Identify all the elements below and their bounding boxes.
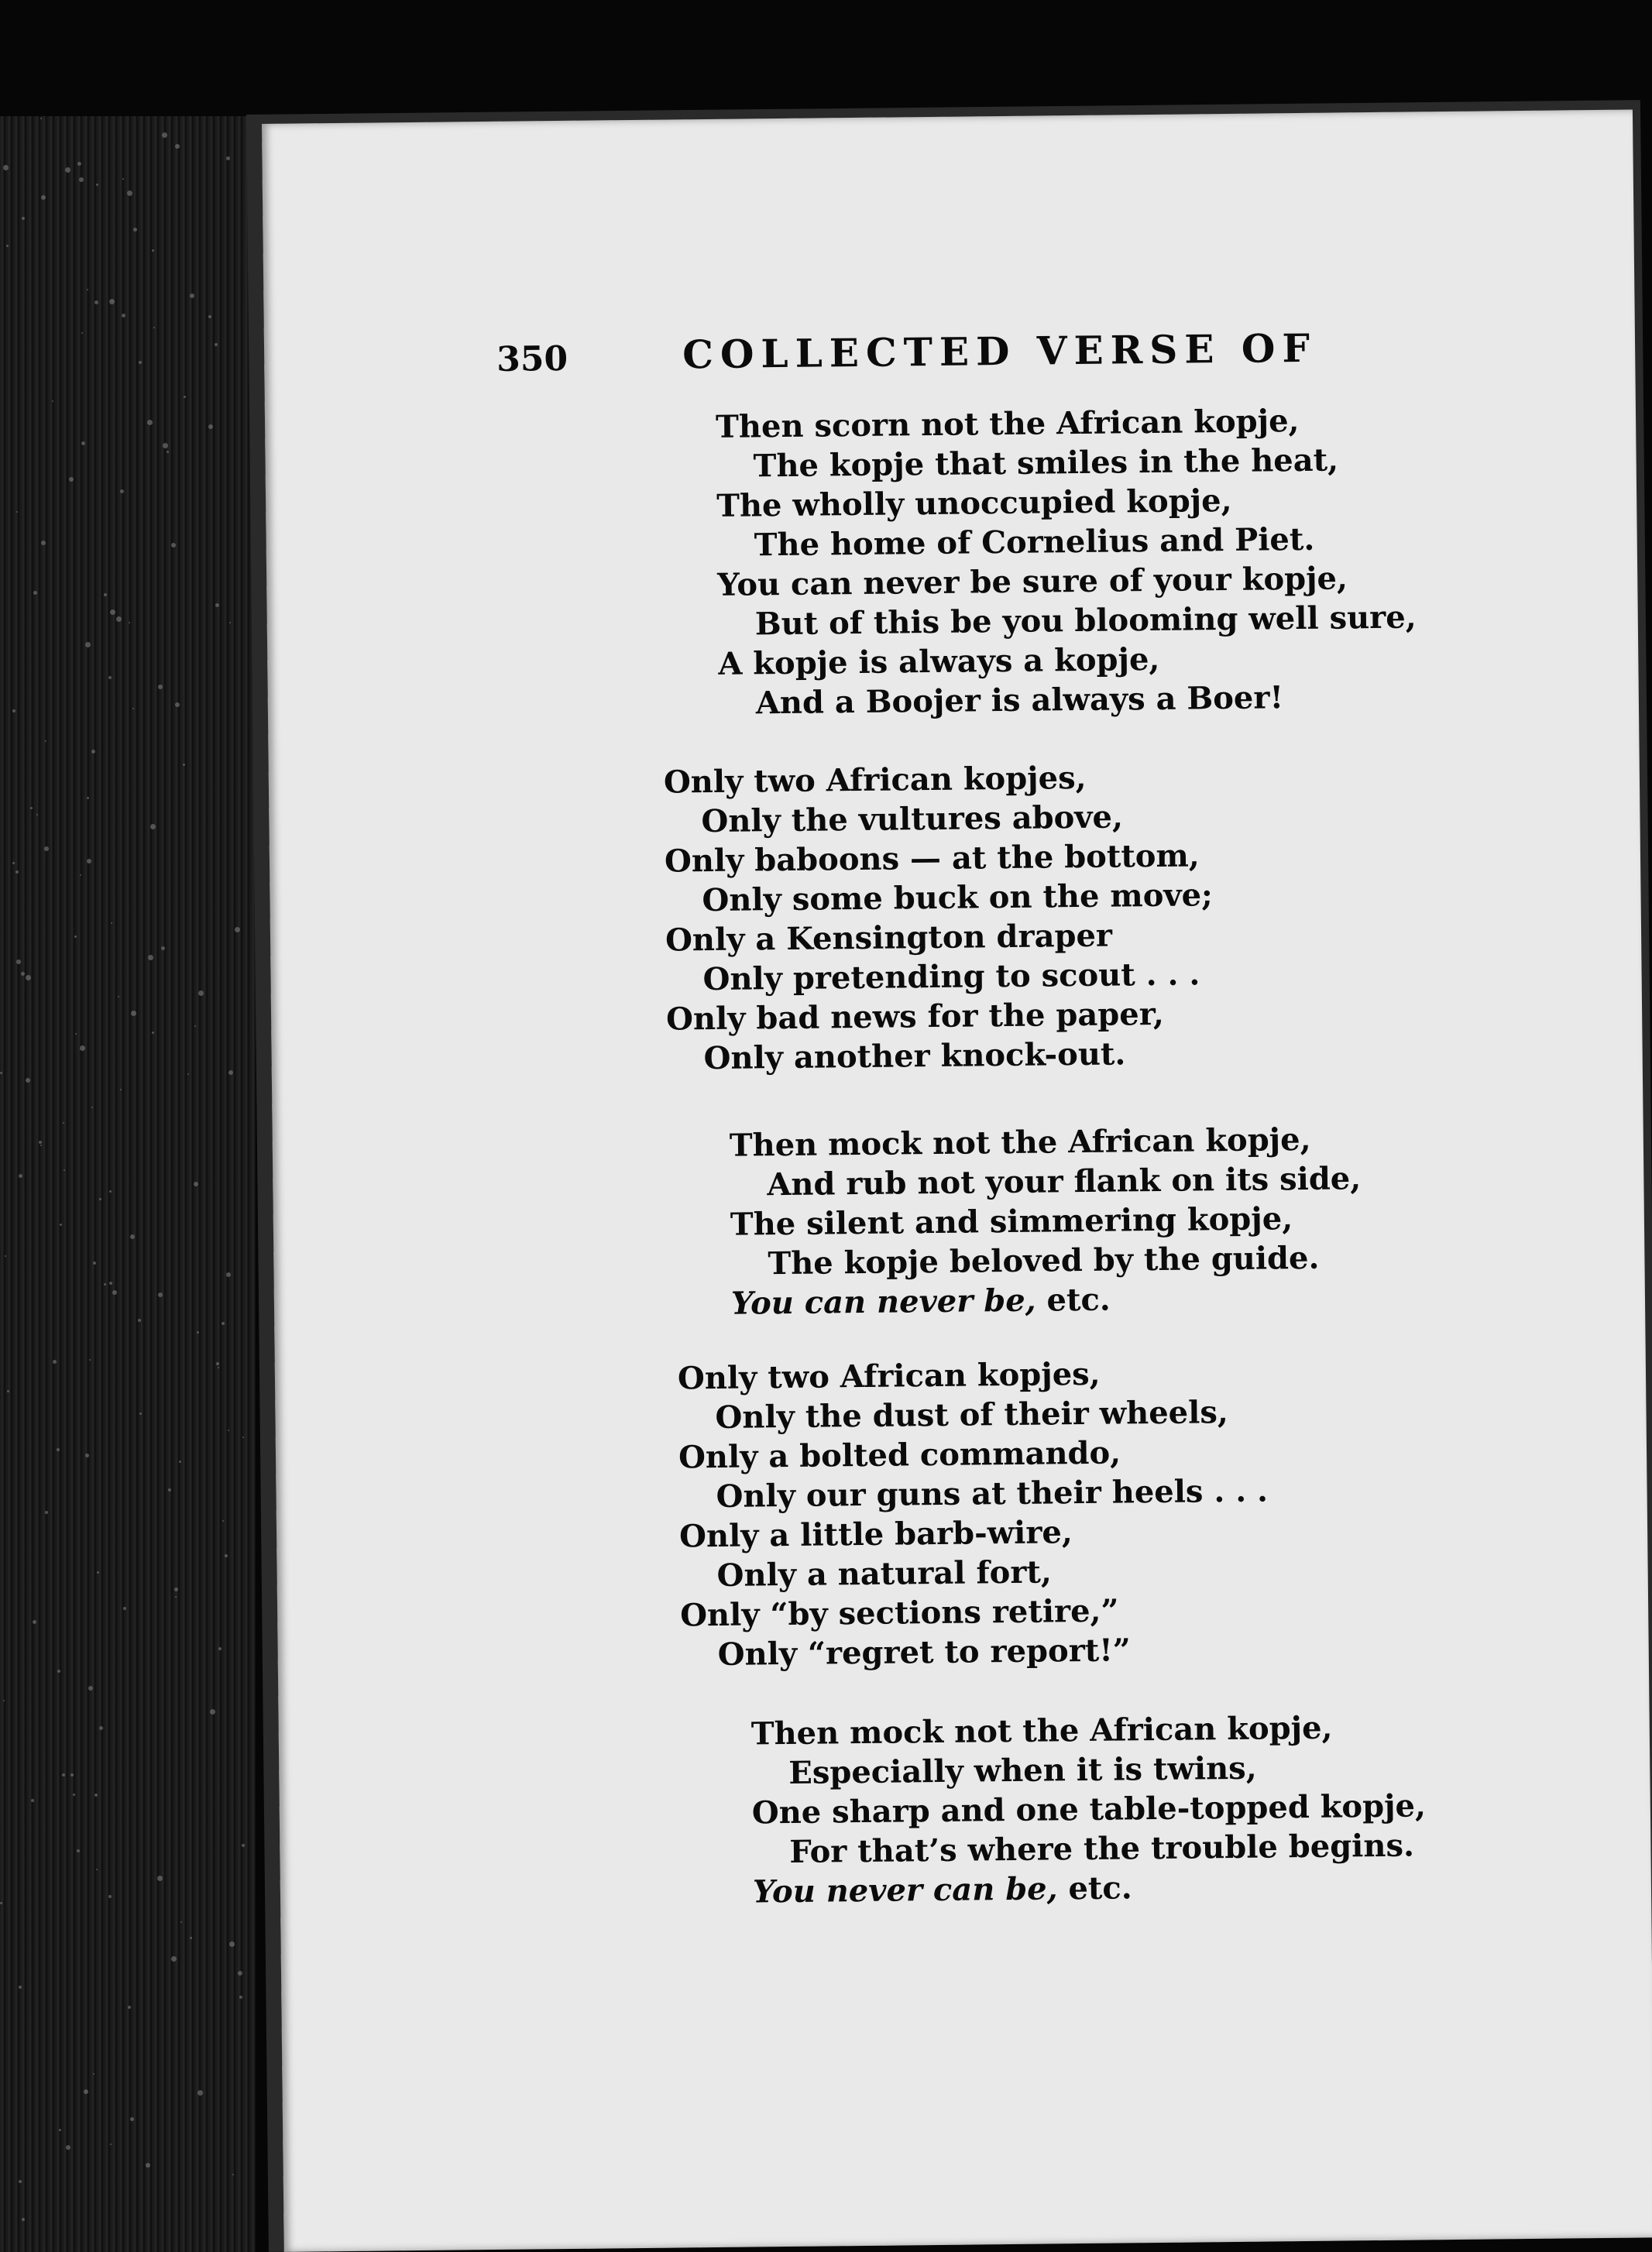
verse-line: You can never be sure of your kopje, [717, 560, 1348, 603]
edge-speck [139, 1413, 142, 1415]
edge-speck [127, 191, 132, 196]
verse-line: Then mock not the African kopje, [729, 1121, 1311, 1164]
edge-speck [148, 955, 153, 960]
edge-speck [41, 541, 46, 545]
edge-speck [180, 1921, 182, 1923]
edge-speck [0, 1902, 2, 1904]
verse-line: Only the vultures above, [701, 798, 1124, 840]
edge-speck [85, 642, 91, 647]
verse-line: The silent and simmering kopje, [730, 1200, 1293, 1243]
verse-line: Only pretending to scout . . . [702, 956, 1200, 998]
stanza-4 [678, 1353, 1270, 1675]
edge-speck [99, 1726, 103, 1730]
verse-line: Only bad news for the paper, [665, 995, 1165, 1038]
edge-speck [229, 1941, 235, 1947]
edge-speck [75, 1033, 77, 1035]
verse-line: Only the dust of their wheels, [715, 1394, 1229, 1436]
edge-speck [41, 195, 46, 200]
edge-speck [158, 685, 163, 689]
running-head: COLLECTED VERSE OF [682, 324, 1317, 378]
edge-speck [111, 922, 112, 924]
edge-speck [110, 609, 115, 615]
edge-speck [235, 927, 240, 932]
stanza-5 [751, 1707, 1427, 1911]
edge-speck [19, 2180, 22, 2183]
edge-speck [183, 764, 185, 766]
edge-speck [229, 622, 231, 623]
edge-speck [22, 217, 25, 220]
edge-speck [130, 1234, 135, 1239]
edge-speck [87, 859, 91, 863]
edge-speck [96, 184, 98, 186]
verse-line: And a Boojer is always a Boer! [755, 679, 1284, 722]
verse-line: Only our guns at their heels . . . [716, 1472, 1269, 1515]
refrain-etc: etc. [1057, 1869, 1132, 1907]
edge-speck [81, 441, 85, 445]
edge-speck [116, 616, 122, 622]
edge-speck [19, 1174, 22, 1178]
edge-speck [194, 1182, 198, 1186]
verse-line: The wholly unoccupied kopje, [716, 482, 1232, 524]
edge-speck [12, 862, 15, 864]
edge-speck [87, 289, 88, 290]
edge-speck [210, 1709, 215, 1715]
edge-speck [138, 1319, 141, 1322]
edge-speck [26, 975, 31, 980]
edge-speck [184, 396, 186, 398]
edge-speck [36, 814, 38, 815]
edge-speck [167, 451, 169, 453]
edge-speck [99, 1198, 101, 1200]
edge-speck [175, 144, 180, 149]
edge-speck [16, 960, 21, 964]
edge-speck [190, 294, 194, 298]
refrain-line [731, 1277, 1362, 1323]
edge-speck [150, 824, 156, 829]
edge-speck [215, 343, 218, 346]
edge-speck [93, 2073, 94, 2075]
edge-speck [228, 1070, 233, 1075]
edge-speck [52, 400, 53, 402]
edge-speck [31, 1799, 34, 1802]
verse-line: Only a natural fort, [716, 1553, 1053, 1594]
edge-speck [132, 708, 134, 709]
edge-speck [242, 1437, 244, 1438]
edge-speck [30, 807, 33, 809]
edge-speck [197, 1331, 199, 1334]
verse-line: One sharp and one table-topped kopje, [751, 1787, 1427, 1831]
edge-speck [91, 750, 95, 754]
edge-speck [104, 593, 107, 596]
stanza-1 [716, 400, 1417, 723]
edge-speck [238, 1971, 242, 1976]
edge-speck [187, 1073, 189, 1075]
edge-speck [197, 2090, 203, 2096]
edge-speck [109, 1190, 112, 1193]
book-edge [0, 116, 256, 2252]
edge-speck [80, 1045, 85, 1051]
edge-speck [208, 424, 213, 429]
edge-speck [21, 972, 25, 976]
edge-speck [208, 315, 211, 318]
edge-speck [94, 1794, 98, 1797]
edge-speck [122, 314, 125, 318]
edge-speck [40, 118, 42, 119]
edge-speck [131, 1011, 136, 1016]
edge-speck [161, 946, 165, 950]
edge-speck [129, 622, 130, 623]
edge-speck [110, 2144, 112, 2145]
edge-speck [222, 1520, 224, 1522]
edge-speck [84, 2089, 88, 2094]
edge-speck [39, 1141, 42, 1144]
stanza-3 [730, 1119, 1362, 1323]
edge-speck [171, 543, 176, 548]
edge-speck [239, 1996, 242, 1999]
edge-speck [120, 1089, 122, 1090]
edge-speck [122, 178, 124, 180]
edge-speck [79, 177, 84, 182]
verse-line: The home of Cornelius and Piet. [754, 520, 1315, 564]
edge-speck [59, 2129, 61, 2131]
verse-line: Only a bolted commando, [678, 1434, 1121, 1476]
verse-line: Only another knock-out. [703, 1035, 1126, 1077]
edge-speck [130, 2117, 134, 2121]
edge-speck [45, 740, 46, 742]
edge-speck [22, 2218, 25, 2221]
verse-line: Only baboons — at the bottom, [664, 837, 1200, 880]
edge-speck [194, 1025, 196, 1027]
edge-speck [216, 1362, 219, 1365]
edge-speck [163, 443, 168, 448]
verse-line: Only some buck on the move; [702, 877, 1214, 919]
edge-speck [45, 1511, 48, 1514]
edge-speck [64, 1169, 65, 1171]
edge-speck [40, 1145, 42, 1146]
edge-speck [15, 870, 19, 874]
verse-line: The kopje beloved by the guide. [768, 1239, 1320, 1282]
verse-line: Only a Kensington draper [665, 917, 1113, 959]
edge-speck [33, 591, 37, 595]
edge-speck [225, 1554, 228, 1557]
verse-line: Especially when it is twins, [788, 1749, 1257, 1791]
verse-line: And rub not your flank on its side, [767, 1160, 1362, 1203]
edge-speck [118, 996, 119, 997]
edge-speck [57, 1448, 60, 1451]
edge-speck [62, 1773, 65, 1777]
verse-line: Then mock not the African kopje, [750, 1709, 1333, 1753]
page-number: 350 [496, 338, 568, 379]
stanza-2 [664, 757, 1215, 1078]
verse-line: The kopje that smiles in the heat, [753, 441, 1339, 485]
edge-speck [108, 676, 112, 679]
edge-speck [175, 1596, 177, 1598]
edge-speck [44, 846, 49, 851]
edge-speck [57, 1670, 60, 1673]
edge-speck [53, 1360, 57, 1364]
edge-speck [218, 1647, 222, 1650]
edge-speck [179, 1461, 181, 1463]
edge-speck [109, 299, 115, 304]
verse-line: Only two African kopjes, [677, 1355, 1101, 1397]
verse-line: But of this be you blooming well sure, [754, 599, 1417, 643]
edge-speck [66, 2145, 70, 2150]
edge-speck [3, 165, 9, 170]
edge-speck [222, 1322, 225, 1325]
edge-speck [104, 1283, 106, 1286]
edge-speck [158, 1292, 163, 1297]
edge-speck [73, 1794, 75, 1796]
edge-speck [168, 1488, 171, 1492]
edge-speck [175, 702, 180, 707]
edge-speck [60, 1224, 62, 1226]
edge-speck [77, 1849, 80, 1852]
edge-speck [7, 1390, 9, 1392]
edge-speck [242, 1844, 245, 1847]
edge-speck [12, 709, 15, 712]
edge-speck [5, 1255, 6, 1257]
refrain-italic: You never can be, [752, 1870, 1058, 1910]
edge-speck [63, 1122, 64, 1124]
edge-speck [87, 797, 89, 799]
edge-speck [3, 1700, 5, 1701]
verse-line: A kopje is always a kopje, [718, 640, 1160, 682]
edge-speck [94, 300, 98, 304]
edge-speck [69, 477, 74, 482]
edge-speck [33, 1620, 36, 1624]
refrain-italic: You can never be, [730, 1282, 1036, 1322]
edge-speck [157, 1876, 163, 1881]
edge-speck [153, 327, 155, 328]
edge-speck [171, 1956, 177, 1962]
edge-speck [152, 1032, 154, 1034]
edge-speck [65, 167, 70, 173]
refrain-line [753, 1865, 1427, 1911]
edge-speck [26, 1078, 30, 1083]
edge-speck [232, 2174, 234, 2175]
edge-speck [162, 132, 167, 138]
edge-speck [198, 990, 204, 996]
edge-speck [19, 1986, 22, 1989]
edge-speck [215, 603, 219, 607]
edge-speck [109, 1282, 112, 1285]
edge-speck [77, 162, 81, 166]
edge-speck [88, 1686, 93, 1691]
edge-speck [96, 1869, 98, 1870]
verse-line: Only “by sections retire,” [679, 1592, 1119, 1634]
edge-speck [128, 2006, 131, 2009]
refrain-etc: etc. [1036, 1281, 1111, 1319]
edge-speck [218, 1367, 219, 1368]
book-page [262, 109, 1652, 2251]
edge-speck [0, 1072, 2, 1074]
edge-speck [146, 2163, 150, 2168]
edge-speck [85, 1454, 89, 1457]
edge-speck [112, 1290, 117, 1295]
edge-speck [108, 1895, 112, 1898]
edge-speck [133, 228, 137, 232]
edge-speck [6, 245, 9, 247]
edge-speck [70, 1773, 74, 1777]
edge-speck [81, 332, 83, 334]
edge-speck [174, 1588, 178, 1591]
edge-speck [147, 420, 153, 425]
verse-line: Only “regret to report!” [717, 1632, 1132, 1673]
edge-speck [228, 1430, 229, 1431]
edge-speck [123, 1607, 126, 1610]
verse-line: Only two African kopjes, [663, 759, 1087, 801]
edge-speck [89, 1359, 91, 1361]
verse-line: Only a little barb-wire, [678, 1514, 1073, 1555]
edge-speck [152, 249, 154, 252]
edge-speck [74, 935, 77, 938]
edge-speck [93, 1262, 96, 1265]
edge-speck [139, 361, 142, 364]
edge-speck [91, 1107, 93, 1108]
edge-speck [80, 874, 81, 876]
edge-speck [226, 156, 230, 160]
edge-speck [226, 1272, 231, 1277]
edge-speck [120, 489, 124, 493]
edge-speck [190, 1937, 192, 1939]
verse-line: For that’s where the trouble begins. [789, 1827, 1415, 1870]
verse-line: Then scorn not the African kopje, [715, 402, 1300, 445]
edge-speck [97, 1571, 99, 1574]
edge-speck [16, 511, 18, 513]
